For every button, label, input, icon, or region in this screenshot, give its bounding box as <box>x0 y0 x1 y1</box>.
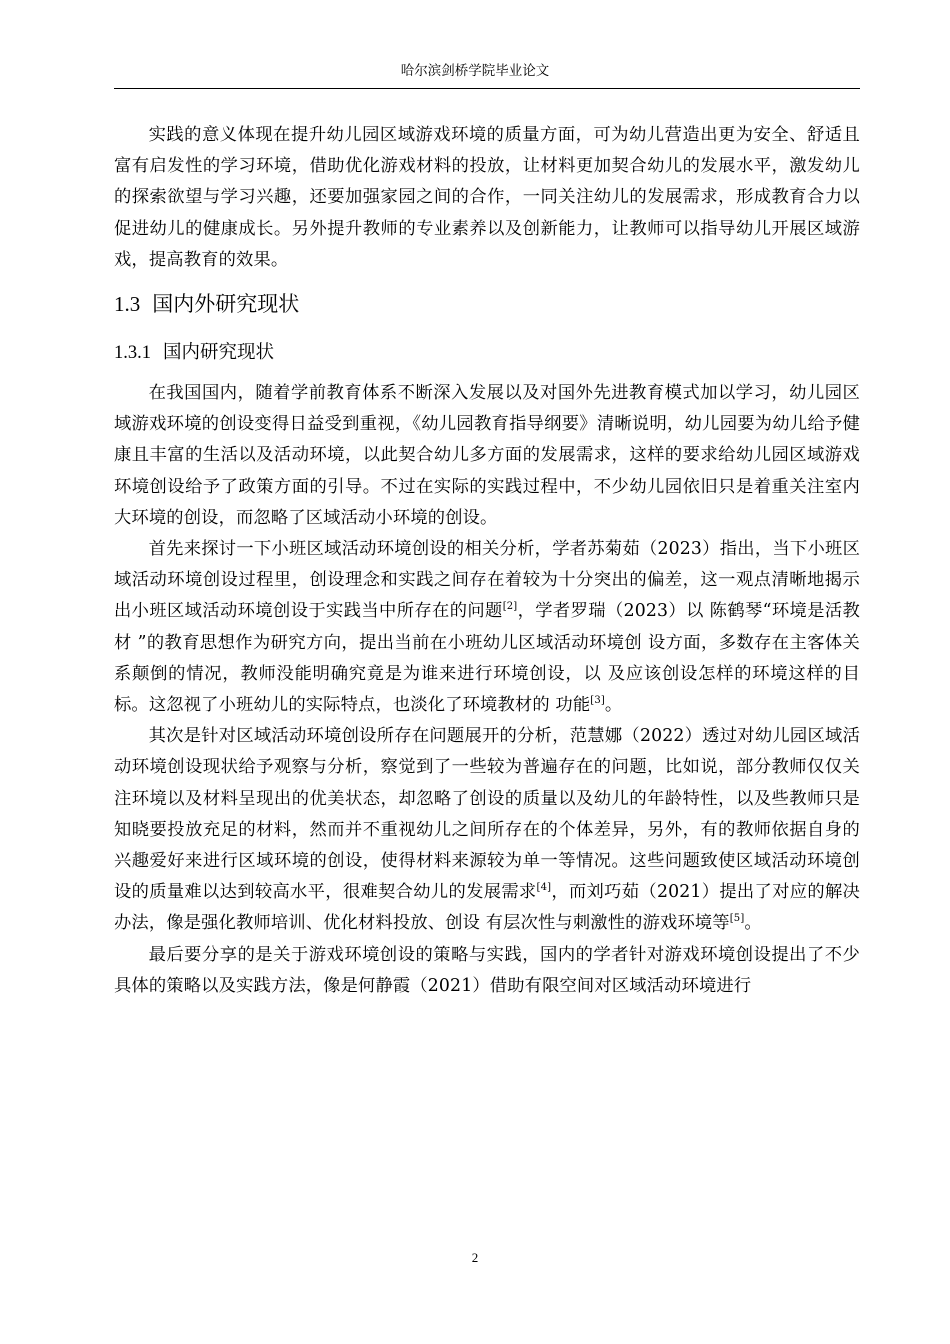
paragraph-text: ，学者罗瑞（2023）以 陈鹤琴“环境是活教材 ”的教育思想作为研究方向，提出当前在小班幼儿区域活动环境创 设方面，多数存在主客体关系颠倒的情况，教师没能明确究竟是为谁来进行环境创设，以 及应该创设怎样的环境这样的目标。这忽视了小班幼儿的实际特点，也淡化了环境教材的 功能 <box>114 601 860 716</box>
section-heading <box>114 289 299 319</box>
section-title: 国内外研究现状 <box>152 292 300 316</box>
paragraph-domestic-overview: 在我国国内，随着学前教育体系不断深入发展以及对国外先进教育模式加以学习，幼儿园区域游戏环境的创设变得日益受到重视，《幼儿园教育指导纲要》清晰说明，幼儿园要为幼儿给予健康且丰富的生活以及活动环境，以此契合幼儿多方面的发展需求，这样的要求给幼儿园区域游戏环境创设给予了政策方面的引导。不过在实际的实践过程中，不少幼儿园依旧只是着重关注室内大环境的创设，而忽略了区域活动小环境的创设。 <box>114 383 860 528</box>
subsection-number: 1.3.1 <box>114 343 151 363</box>
paragraph-text: 首先来探讨一下小班区域活动环境创设的相关分析，学者苏菊茹（2023）指出，当下小班区域活动环境创设过程里，创设理念和实践之间存在着较为十分突出的偏差，这一观点清晰地揭示出小班区域活动环境创设于实践当中所存在的问题 <box>114 539 860 622</box>
subsection-title: 国内研究现状 <box>163 342 275 363</box>
section-number: 1.3 <box>114 292 141 316</box>
subsection-heading <box>114 340 274 366</box>
research-body <box>114 378 860 1002</box>
page-header: 哈尔滨剑桥学院毕业论文 <box>400 63 550 79</box>
citation-marker: [5] <box>729 913 745 925</box>
paragraph-small-class-analysis <box>114 534 860 721</box>
paragraph-strategies: 最后要分享的是关于游戏环境创设的策略与实践，国内的学者针对游戏环境创设提出了不少具体的策略以及实践方法，像是何静霞（2021）借助有限空间对区域活动环境进行 <box>114 944 860 996</box>
paragraph-text: 。 <box>744 913 762 934</box>
paragraph-text: 。 <box>604 695 623 716</box>
citation-marker: [4] <box>536 882 552 894</box>
intro-paragraph: 实践的意义体现在提升幼儿园区域游戏环境的质量方面，可为幼儿营造出更为安全、舒适且富有启发性的学习环境，借助优化游戏材料的投放，让材料更加契合幼儿的发展水平，激发幼儿的探索欲望与学习兴趣，还要加强家园之间的合作，一同关注幼儿的发展需求，形成教育合力以促进幼儿的健康成长。另外提升教师的专业素养以及创新能力，让教师可以指导幼儿开展区域游戏，提高教育的效果。 <box>114 125 860 270</box>
header-divider <box>114 88 860 89</box>
paragraph-text: ，而刘巧茹（2021）提出了对应的解决办法，像是强化教师培训、优化材料投放、创设 有层次性与刺激性的游戏环境等 <box>114 882 860 934</box>
page-number: 2 <box>471 1250 479 1265</box>
paragraph-problem-analysis <box>114 721 860 939</box>
citation-marker: [2] <box>502 601 518 613</box>
citation-marker: [3] <box>590 695 605 707</box>
paragraph-text: 其次是针对区域活动环境创设所存在问题展开的分析，范慧娜（2022）透过对幼儿园区域活动环境创设现状给予观察与分析，察觉到了一些较为普遍存在的问题，比如说，部分教师仅仅关注环境以及材料呈现出的优美状态，却忽略了创设的质量以及幼儿的年龄特性，以及些教师只是知晓要投放充足的材料，然而并不重视幼儿之间所存在的个体差异，另外，有的教师依据自身的兴趣爱好来进行区域环境的创设，使得材料来源较为单一等情况。这些问题致使区域活动环境创设的质量难以达到较高水平，很难契合幼儿的发展需求 <box>114 726 860 903</box>
intro-block <box>114 120 860 276</box>
